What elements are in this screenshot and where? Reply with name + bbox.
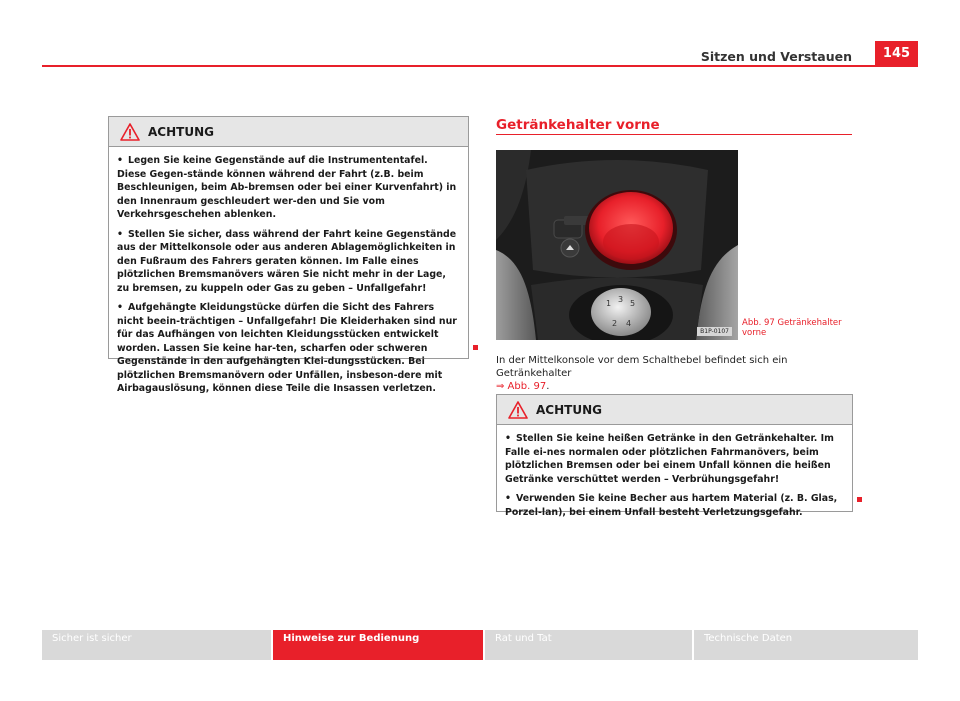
cupholder-photo bbox=[496, 150, 738, 340]
right-warning-body bbox=[497, 425, 852, 531]
svg-text:4: 4 bbox=[626, 319, 632, 328]
page-number: 145 bbox=[875, 41, 918, 66]
footer-tab-sicher-ist-sicher[interactable]: Sicher ist sicher bbox=[42, 630, 271, 660]
end-marker bbox=[473, 345, 478, 350]
svg-text:5: 5 bbox=[630, 299, 636, 308]
header-rule bbox=[42, 65, 918, 67]
right-warning-item: • Stellen Sie keine heißen Getränke in den Getränkehalter. Im Falle ei-nes normalen oder plötzlichen Fahrmanövers, beim plötzlichen Bremsen oder bei einem Unfall können die heißen Getränke verschüttet werden – Verbrühungsgefahr! bbox=[505, 433, 834, 485]
footer-tab-rat-und-tat[interactable]: Rat und Tat bbox=[485, 630, 692, 660]
svg-text:1: 1 bbox=[606, 299, 612, 308]
figure-tag: B1P-0107 bbox=[697, 327, 732, 336]
figure-caption: Abb. 97 Getränkehalter vorne bbox=[742, 318, 842, 338]
warning-triangle-icon bbox=[120, 123, 140, 141]
right-warning-header bbox=[497, 395, 852, 425]
left-warning-item: • Legen Sie keine Gegenstände auf die Instrumententafel. Diese Gegen-stände können während der Fahrt (z.B. beim Beschleunigen, beim Ab-bremsen oder bei einer Kurvenfahrt) in den Innenraum geschleudert wer-den und Sie vom Verkehrsgeschehen ablenken. bbox=[117, 155, 457, 220]
section-paragraph: In der Mittelkonsole vor dem Schalthebel befindet sich ein Getränkehalter ⇒ Abb. 97. bbox=[496, 355, 788, 392]
right-warning-title: ACHTUNG bbox=[536, 402, 602, 417]
left-warning-box bbox=[108, 116, 469, 394]
cupholder-illustration bbox=[496, 150, 738, 340]
left-warning-header bbox=[109, 117, 468, 147]
section-rule bbox=[496, 134, 852, 135]
warning-triangle-icon bbox=[508, 401, 528, 419]
running-header-title: Sitzen und Verstauen bbox=[700, 49, 852, 64]
left-warning-body bbox=[109, 147, 468, 408]
end-marker bbox=[857, 497, 862, 502]
left-warning-item: • Stellen Sie sicher, dass während der Fahrt keine Gegenstände aus der Mittelkonsole oder aus anderen Ablagemöglichkeiten in den Fußraum des Fahrers geraten können. Im Falle eines plötzlichen Bremsmanövers wären Sie nicht mehr in der Lage, zu bremsen, zu kuppeln oder Gas zu geben – Unfallgefahr! bbox=[117, 228, 457, 294]
right-warning-item: • Verwenden Sie keine Becher aus hartem Material (z. B. Glas, Porzel-lan), bei einem Unfall besteht Verletzungsgefahr. bbox=[505, 493, 838, 518]
left-warning-item: • Aufgehängte Kleidungstücke dürfen die Sicht des Fahrers nicht beein-trächtigen – Unfallgefahr! Die Kleiderhaken sind nur für das Aufhängen von leichten Kleidungsstücken entwickelt worden. Lassen Sie keine har-ten, scharfen oder schweren Gegenstände in den aufgehängten Klei-dungsstücken. Bei plötzlichen Bremsmanövern oder Unfällen, insbeson-dere mit Airbagauslösung, können diese Teile die Insassen verletzen. bbox=[117, 302, 457, 394]
footer-tab-technische-daten[interactable]: Technische Daten bbox=[694, 630, 918, 660]
figure-reference-link[interactable]: ⇒ Abb. 97 bbox=[496, 381, 547, 392]
left-warning-title: ACHTUNG bbox=[148, 124, 214, 139]
right-warning-box bbox=[496, 394, 853, 518]
svg-text:2: 2 bbox=[612, 319, 618, 328]
svg-text:3: 3 bbox=[618, 295, 624, 304]
section-title: Getränkehalter vorne bbox=[496, 117, 660, 133]
footer-tab-hinweise-zur-bedienung[interactable]: Hinweise zur Bedienung bbox=[273, 630, 483, 660]
